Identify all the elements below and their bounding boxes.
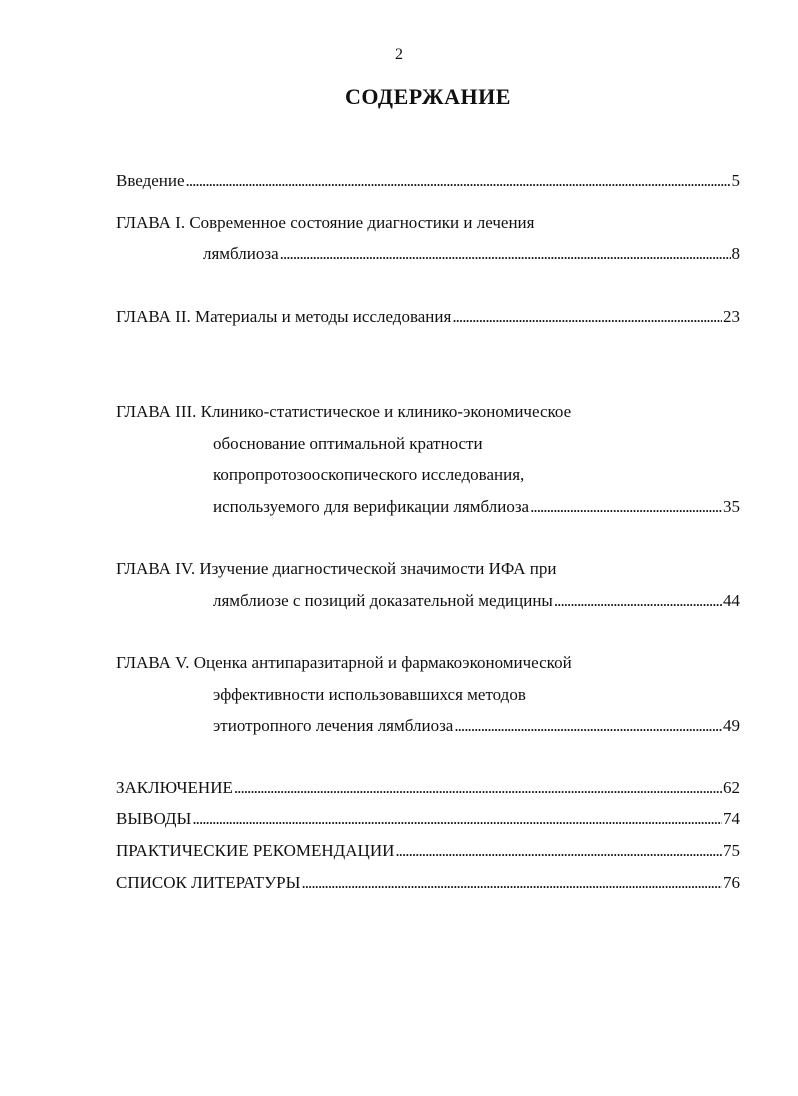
toc-page-number: 62	[723, 778, 740, 797]
toc-entry-references[interactable]	[116, 873, 740, 893]
toc-page-number: 75	[723, 841, 740, 860]
toc-page-number: 8	[731, 244, 740, 263]
toc-entry-ch3-line2[interactable]: обоснование оптимальной кратности	[213, 434, 483, 453]
toc-label: СПИСОК ЛИТЕРАТУРЫ	[116, 873, 301, 892]
toc-page-number: 23	[723, 307, 740, 326]
toc-label: ПРАКТИЧЕСКИЕ РЕКОМЕНДАЦИИ	[116, 841, 395, 860]
toc-entry-conclusion[interactable]	[116, 778, 740, 798]
toc-page-number: 74	[723, 809, 740, 828]
toc-label: этиотропного лечения лямблиоза	[213, 716, 454, 735]
toc-entry-ch3-line1[interactable]: ГЛАВА III. Клинико-статистическое и клинико-экономическое	[116, 402, 572, 421]
toc-page-number: 35	[723, 497, 740, 516]
toc-entry-ch3[interactable]	[213, 497, 740, 517]
dot-leader	[280, 244, 731, 264]
toc-entry-intro[interactable]	[116, 171, 740, 191]
toc-entry-recommendations[interactable]	[116, 841, 740, 861]
dot-leader	[192, 809, 722, 829]
dot-leader	[186, 171, 731, 191]
toc-page-number: 49	[723, 716, 740, 735]
toc-label: ЗАКЛЮЧЕНИЕ	[116, 778, 233, 797]
dot-leader	[530, 497, 722, 517]
toc-entry-ch5-line1[interactable]: ГЛАВА V. Оценка антипаразитарной и фармакоэкономической	[116, 653, 572, 672]
toc-entry-ch1-line1[interactable]: ГЛАВА I. Современное состояние диагностики и лечения	[116, 213, 535, 232]
toc-label: Введение	[116, 171, 185, 190]
toc-entry-ch3-line3[interactable]: копропротозооскопического исследования,	[213, 465, 525, 484]
dot-leader	[454, 716, 722, 736]
toc-label: ГЛАВА II. Материалы и методы исследования	[116, 307, 452, 326]
dot-leader	[395, 841, 722, 861]
toc-label: лямблиозе с позиций доказательной медицины	[213, 591, 553, 610]
toc-label: ВЫВОДЫ	[116, 809, 192, 828]
dot-leader	[301, 873, 722, 893]
toc-label: используемого для верификации лямблиоза	[213, 497, 530, 516]
toc-page-number: 44	[723, 591, 740, 610]
toc-entry-ch2[interactable]	[116, 307, 740, 327]
toc-entry-ch4[interactable]	[213, 591, 740, 611]
page-number: 2	[395, 46, 403, 63]
page-title: СОДЕРЖАНИЕ	[345, 84, 511, 109]
toc-entry-ch1[interactable]	[203, 244, 740, 264]
toc-entry-ch4-line1[interactable]: ГЛАВА IV. Изучение диагностической значимости ИФА при	[116, 559, 557, 578]
toc-entry-ch5-line2[interactable]: эффективности использовавшихся методов	[213, 685, 526, 704]
dot-leader	[452, 307, 722, 327]
dot-leader	[234, 778, 722, 798]
toc-page-number: 5	[731, 171, 740, 190]
toc-entry-ch5[interactable]	[213, 716, 740, 736]
dot-leader	[554, 591, 722, 611]
toc-label: лямблиоза	[203, 244, 279, 263]
toc-page-number: 76	[723, 873, 740, 892]
toc-entry-findings[interactable]	[116, 809, 740, 829]
